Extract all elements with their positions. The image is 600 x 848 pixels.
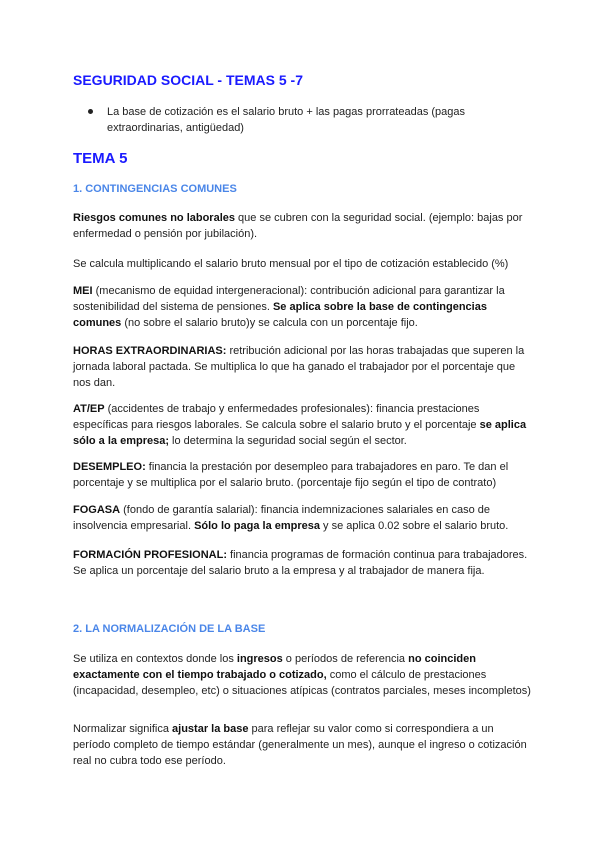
bold-text: ingresos [236, 653, 283, 665]
bold-text: HORAS EXTRAORDINARIAS: [73, 345, 227, 357]
paragraph-at-ep [73, 401, 533, 449]
page-title: SEGURIDAD SOCIAL - TEMAS 5 -7 [73, 72, 303, 88]
body-text: que se cubren con la seguridad social. (ejemplo: bajas por enfermedad o pensión por jubilación). [73, 212, 523, 240]
paragraph-horas-extraordinarias [73, 343, 533, 391]
bold-text: FORMACIÓN PROFESIONAL: [73, 549, 227, 561]
bullet-icon [88, 109, 93, 114]
bold-text: FOGASA [73, 504, 121, 516]
list-item [73, 104, 533, 136]
bold-text: no coinciden exactamente con el tiempo trabajado o cotizado, [73, 653, 476, 681]
paragraph-calculo [73, 256, 533, 272]
body-text: Normalizar significa [73, 723, 173, 735]
bold-text: MEI [73, 285, 93, 297]
paragraph-desempleo [73, 459, 533, 491]
section-heading-contingencias: 1. CONTINGENCIAS COMUNES [73, 183, 237, 195]
bullet-text: La base de cotización es el salario bruto + las pagas prorrateadas (pagas extraordinarias, antigüedad) [107, 106, 466, 134]
paragraph-contextos [73, 651, 533, 699]
section-heading-normalizacion: 2. LA NORMALIZACIÓN DE LA BASE [73, 623, 266, 635]
bold-text: DESEMPLEO: [73, 461, 146, 473]
bold-text: Riesgos comunes no laborales [73, 212, 235, 224]
bold-text: Se aplica sobre la base de contingencias comunes [73, 301, 487, 329]
paragraph-normalizar [73, 721, 533, 769]
paragraph-fogasa [73, 502, 533, 534]
body-text: (mecanismo de equidad intergeneracional): contribución adicional para garantizar la sostenibilidad del sistema de pensiones. [73, 285, 505, 313]
paragraph-formacion-profesional [73, 547, 533, 579]
paragraph-mei [73, 283, 533, 331]
tema-title: TEMA 5 [73, 150, 128, 167]
body-text: para reflejar su valor como si correspondiera a un período completo de tiempo estándar (generalmente un mes), aunque el ingreso o cotización real no cubra todo ese período. [73, 723, 527, 767]
body-text: Se utiliza en contextos donde los [73, 653, 237, 665]
body-text: lo determina la seguridad social según el sector. [169, 435, 407, 447]
body-text: como el cálculo de prestaciones (incapacidad, desempleo, etc) o situaciones atípicas (contratos parciales, meses incompletos) [73, 669, 531, 697]
bold-text: AT/EP [73, 403, 105, 415]
bullet-list [73, 104, 533, 136]
body-text: y se aplica 0.02 sobre el salario bruto. [320, 520, 509, 532]
body-text: retribución adicional por las horas trabajadas que superen la jornada laboral pactada. Se multiplica lo que ha ganado el trabajador por el porcentaje que nos dan. [73, 345, 525, 389]
body-text: (no sobre el salario bruto)y se calcula con un porcentaje fijo. [121, 317, 418, 329]
body-text: o períodos de referencia [282, 653, 409, 665]
body-text: (fondo de garantía salarial): financia indemnizaciones salariales en caso de insolvencia empresarial. [73, 504, 491, 532]
bold-text: se aplica sólo a la empresa; [73, 419, 527, 447]
bold-text: Sólo lo paga la empresa [194, 520, 320, 532]
body-text: financia programas de formación continua para trabajadores. Se aplica un porcentaje del salario bruto a la empresa y al trabajador de manera fija. [73, 549, 528, 577]
bold-text: ajustar la base [172, 723, 249, 735]
body-text: (accidentes de trabajo y enfermedades profesionales): financia prestaciones específicas para riesgos laborales. Se calcula sobre el salario bruto y el porcentaje [73, 403, 480, 431]
body-text: Se calcula multiplicando el salario bruto mensual por el tipo de cotización establecido (%) [73, 258, 509, 270]
body-text: financia la prestación por desempleo para trabajadores en paro. Te dan el porcentaje y se multiplica por el salario bruto. (porcentaje fijo según el tipo de contrato) [73, 461, 509, 489]
paragraph-riesgos-comunes [73, 210, 533, 242]
